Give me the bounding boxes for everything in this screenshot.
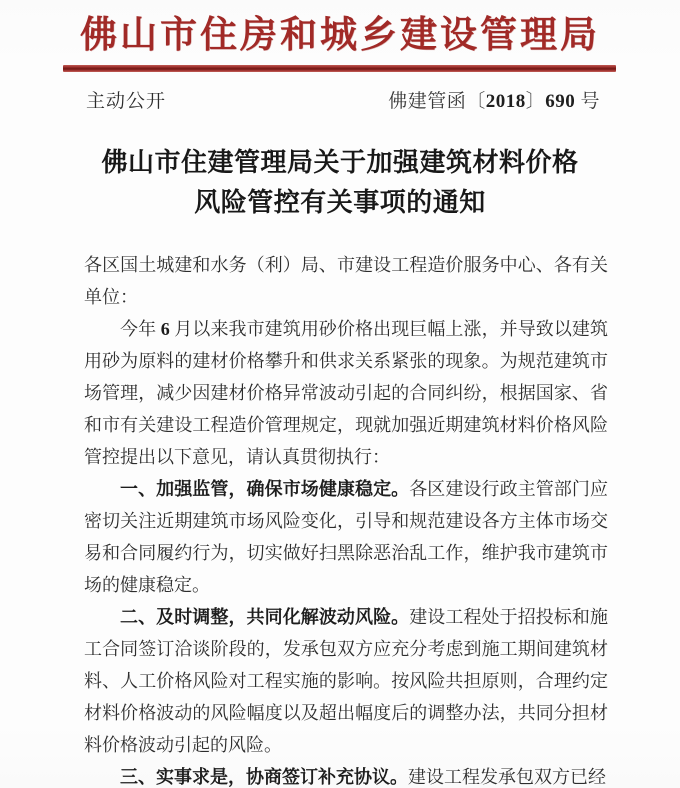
document-number xyxy=(388,86,600,113)
text-segment: 建设工程处于招投标和施工合同签订洽谈阶段的，发承包双方应充分考虑到施工期间建筑材料、人工价格风险对工程实施的影响。按风险共担原则，合理约定材料价格波动的风险幅度以及超出幅度后的调整办法，共同分担材料价格波动引起的风险。 xyxy=(84,607,609,755)
text-segment: 二、及时调整，共同化解波动风险。 xyxy=(120,607,410,627)
text-segment: 今年 xyxy=(120,319,161,339)
document-title xyxy=(60,143,620,223)
agency-name: 佛山市住房和城乡建设管理局 xyxy=(80,15,600,56)
paragraph-intro xyxy=(84,313,608,473)
text-segment: 690 xyxy=(545,91,576,112)
title-line-2: 风险管控有关事项的通知 xyxy=(194,188,486,217)
meta-row xyxy=(86,86,600,113)
paragraph-item-1 xyxy=(84,473,608,601)
paragraph-item-3 xyxy=(84,761,608,788)
text-segment: 号 xyxy=(575,91,600,112)
text-segment: 各区国土城建和水务（利）局、市建设工程造价服务中心、各有关单位： xyxy=(84,255,608,307)
letterhead-divider xyxy=(63,65,616,72)
document-body xyxy=(84,249,608,788)
text-segment: 各区建设行政主管部门应密切关注近期建筑市场风险变化，引导和规范建设各方主体市场交易和合同履约行为，切实做好扫黑除恶治乱工作，维护我市建筑市场的健康稳定。 xyxy=(84,479,609,595)
title-line-1: 佛山市住建管理局关于加强建筑材料价格 xyxy=(101,148,579,177)
text-segment: 2018 xyxy=(485,91,526,112)
salutation xyxy=(84,249,608,313)
paragraph-item-2 xyxy=(84,601,608,761)
disclosure-label: 主动公开 xyxy=(86,91,167,112)
text-segment: 一、加强监管，确保市场健康稳定。 xyxy=(120,479,410,499)
letterhead xyxy=(0,0,680,72)
text-segment: 〕 xyxy=(525,91,546,112)
text-segment: 佛建管函〔 xyxy=(388,91,486,112)
text-segment: 三、实事求是，协商签订补充协议。 xyxy=(120,767,408,787)
text-segment: 6 xyxy=(160,319,170,339)
text-segment: 建设工程发承包双方已经 xyxy=(408,767,606,787)
text-segment: 月以来我市建筑用砂价格出现巨幅上涨，并导致以建筑用砂为原料的建材价格攀升和供求关系紧张的现象。为规范建筑市场管理，减少因建材价格异常波动引起的合同纠纷，根据国家、省和市有关建设工程造价管理规定，现就加强近期建筑材料价格风险管控提出以下意见，请认真贯彻执行： xyxy=(84,319,609,467)
